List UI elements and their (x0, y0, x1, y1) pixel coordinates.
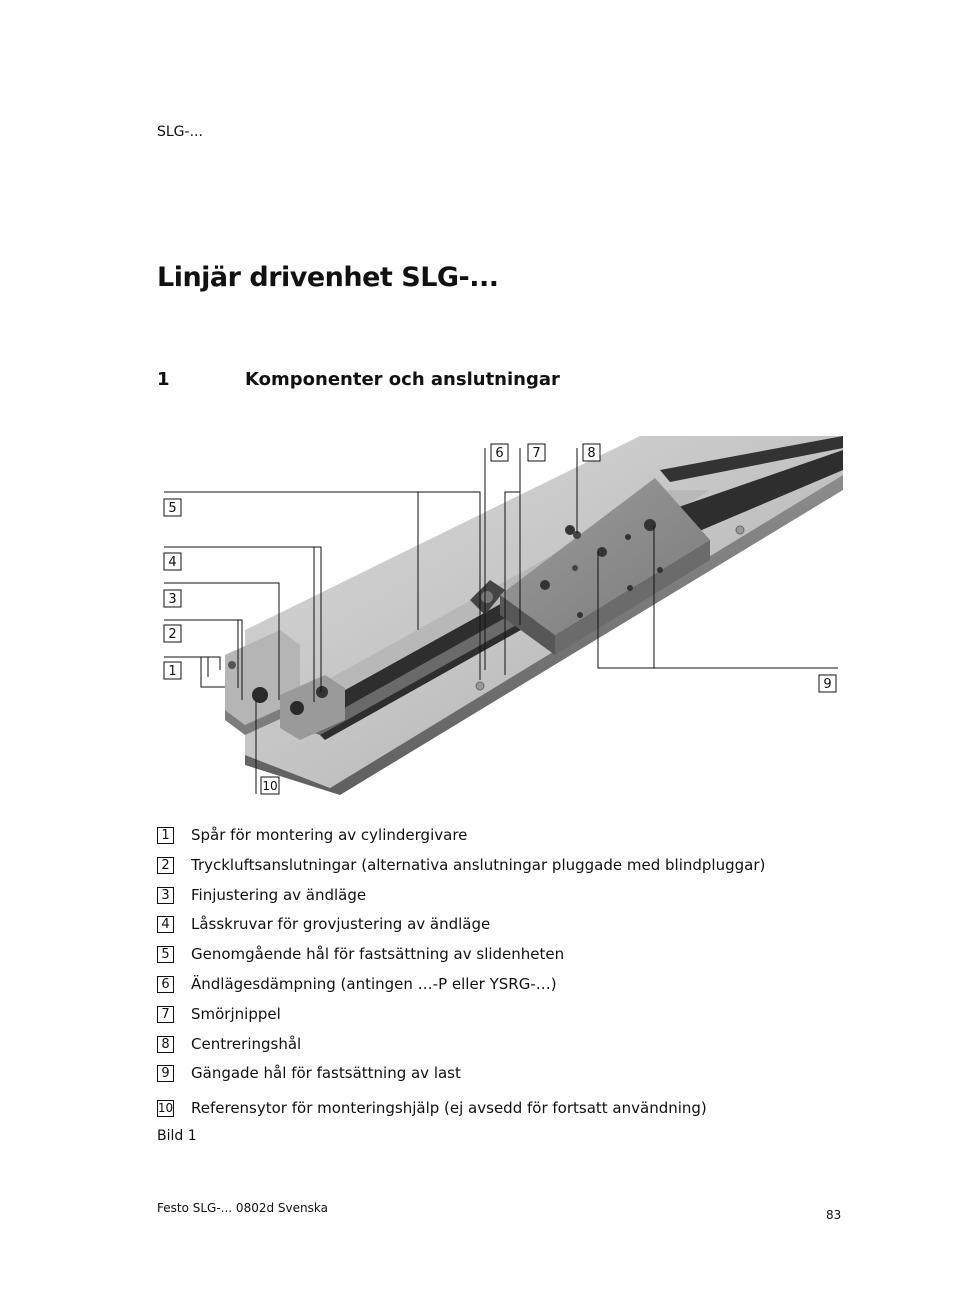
legend-text: Låsskruvar för grovjustering av ändläge (191, 915, 491, 933)
legend-text: Centreringshål (191, 1035, 302, 1053)
svg-text:3: 3 (168, 592, 177, 607)
legend-item (157, 1003, 281, 1025)
svg-text:4: 4 (168, 555, 177, 570)
callout-8 (583, 444, 600, 461)
legend-item (157, 913, 490, 935)
callout-7 (528, 444, 545, 461)
legend-number: 3 (157, 887, 174, 904)
legend-number: 10 (157, 1101, 174, 1115)
legend-text: Referensytor för monteringshjälp (ej avsedd för fortsatt användning) (191, 1099, 707, 1117)
callout-5 (164, 499, 181, 516)
callout-2 (164, 625, 181, 642)
svg-text:9: 9 (823, 677, 832, 692)
legend-text: Finjustering av ändläge (191, 886, 367, 904)
legend-item (157, 854, 765, 876)
section-title: Komponenter och anslutningar (245, 369, 560, 390)
legend-number: 9 (157, 1065, 174, 1082)
legend-text: Smörjnippel (191, 1005, 281, 1023)
svg-text:2: 2 (168, 627, 177, 642)
legend-text: Genomgående hål för fastsättning av slidenheten (191, 945, 565, 963)
callout-6 (491, 444, 508, 461)
running-header: SLG-... (157, 124, 203, 140)
legend-number: 4 (157, 916, 174, 933)
callout-3 (164, 590, 181, 607)
legend-number: 8 (157, 1036, 174, 1053)
legend-number: 5 (157, 946, 174, 963)
callout-9 (819, 675, 836, 692)
section-number: 1 (157, 369, 170, 390)
svg-text:7: 7 (532, 446, 541, 461)
svg-text:8: 8 (587, 446, 596, 461)
legend-item (157, 884, 366, 906)
legend-text: Spår för montering av cylindergivare (191, 826, 468, 844)
callout-4 (164, 553, 181, 570)
legend-number: 1 (157, 827, 174, 844)
figure-caption: Bild 1 (157, 1128, 197, 1144)
callout-10 (261, 777, 279, 794)
legend-item (157, 973, 557, 995)
legend-item (157, 1033, 301, 1055)
callout-1 (164, 662, 181, 679)
linear-drive-figure (150, 430, 850, 805)
legend-item (157, 1097, 707, 1119)
legend-number: 2 (157, 857, 174, 874)
svg-text:6: 6 (495, 446, 504, 461)
svg-text:1: 1 (168, 664, 177, 679)
legend-item (157, 943, 564, 965)
legend-text: Gängade hål för fastsättning av last (191, 1064, 461, 1082)
svg-text:10: 10 (262, 779, 278, 793)
svg-text:5: 5 (168, 501, 177, 516)
page-number: 83 (826, 1208, 842, 1222)
legend-number: 6 (157, 976, 174, 993)
legend-text: Ändlägesdämpning (antingen …-P eller YSRG-…) (191, 975, 557, 993)
footer-document-id: Festo SLG-... 0802d Svenska (157, 1201, 328, 1215)
legend-item (157, 824, 467, 846)
page-title: Linjär drivenhet SLG-... (157, 262, 499, 293)
legend-number: 7 (157, 1006, 174, 1023)
legend-item (157, 1062, 461, 1084)
legend-text: Tryckluftsanslutningar (alternativa anslutningar pluggade med blindpluggar) (191, 856, 766, 874)
